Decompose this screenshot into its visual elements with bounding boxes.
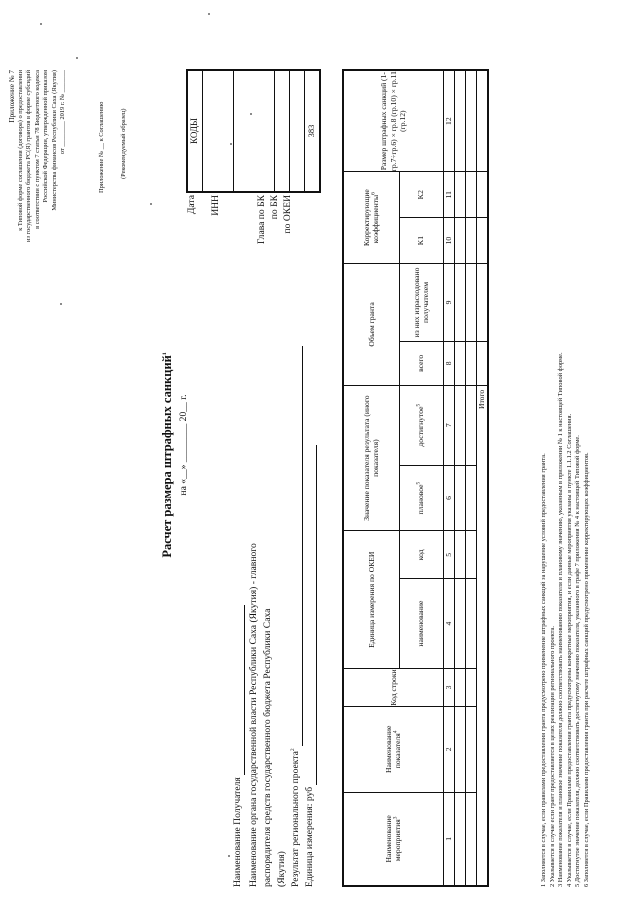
table-row — [454, 70, 465, 886]
appendix-header — [8, 70, 68, 410]
header-unit: Единица измерения по ОКЕИ — [343, 531, 399, 669]
code-cell-bk[interactable] — [290, 70, 305, 192]
header-line: в соответствии с пунктом 7 статьи 78 Бюджетного кодекса — [33, 70, 41, 229]
table-cell[interactable] — [465, 172, 476, 218]
footnote: 1 Заполняется в случае, если правилами предоставления гранта предусмотрено применение штрафных санкций за нарушение условий предоставления гранта. — [540, 453, 547, 887]
organ-field-line3: (Якутия) — [276, 851, 287, 887]
table-cell[interactable] — [454, 70, 465, 172]
header-grant-total: всего — [399, 341, 443, 385]
penalty-table — [342, 69, 489, 887]
header-indicator-mark: 4 — [392, 730, 399, 734]
table-cell[interactable] — [454, 218, 465, 264]
code-label-inn: ИНН — [210, 195, 221, 216]
result-field — [290, 346, 303, 887]
report-date: на «__» ________ 20__ г. — [178, 394, 189, 496]
table-cell[interactable] — [454, 385, 465, 465]
recommended-sample: (Рекомендуемый образец) — [120, 108, 127, 179]
title-footnote-mark: 1 — [161, 352, 168, 356]
appendix-reference: Приложение № __ к Соглашению — [98, 101, 105, 193]
code-cell-glava[interactable] — [275, 70, 290, 192]
code-cell-okei: 383 — [305, 70, 321, 192]
header-event-text: Наименование мероприятия — [383, 815, 403, 863]
codes-header: КОДЫ — [187, 70, 203, 192]
code-label-okei: по ОКЕИ — [282, 195, 293, 234]
codes-table — [186, 69, 321, 193]
column-number: 3 — [443, 669, 454, 707]
total-cell[interactable] — [476, 70, 488, 172]
table-cell[interactable] — [465, 531, 476, 579]
table-row — [465, 70, 476, 886]
header-line: Российской Федерации, утвержденной приказом — [42, 70, 49, 203]
code-label-glava: Глава по БК — [256, 195, 267, 245]
header-event-mark: 3 — [392, 816, 399, 820]
table-cell[interactable] — [454, 669, 465, 707]
table-cell[interactable] — [454, 792, 465, 886]
recipient-field — [232, 605, 245, 887]
column-number: 2 — [443, 706, 454, 792]
table-cell[interactable] — [465, 264, 476, 342]
table-cell[interactable] — [465, 385, 476, 465]
total-spacer — [476, 385, 488, 886]
column-number: 11 — [443, 172, 454, 218]
code-cell-date[interactable] — [203, 70, 234, 192]
header-indicator — [343, 706, 443, 792]
table-cell[interactable] — [454, 531, 465, 579]
footnote: 2 Указывается в случае если грант предоставляется в целях реализации регионального проекта. — [548, 626, 556, 887]
header-row-code: Код строки — [343, 669, 443, 707]
footnotes — [540, 7, 591, 887]
recipient-label: Наименование Получателя — [232, 777, 243, 887]
table-cell[interactable] — [465, 706, 476, 792]
column-number: 10 — [443, 218, 454, 264]
table-cell[interactable] — [454, 341, 465, 385]
column-number: 6 — [443, 465, 454, 531]
result-footnote-mark: 2 — [289, 748, 296, 752]
header-coef-mark: 6 — [370, 192, 377, 195]
header-coef-text: Корректирующие коэффициенты — [361, 189, 381, 247]
organ-field-line2: распорядителя средств государственного бюджета Республики Саха — [262, 608, 273, 887]
page-title — [160, 305, 175, 605]
code-labels — [186, 195, 295, 295]
code-cell-inn[interactable] — [234, 70, 275, 192]
header-line: Приложение № 7 — [8, 70, 16, 123]
header-value: Значение показателя результата (иного показателя) — [343, 385, 399, 531]
table-cell[interactable] — [465, 70, 476, 172]
header-grant: Объем гранта — [343, 264, 399, 386]
organ-field-line1: Наименование органа государственной власти Республики Саха (Якутия) - главного — [248, 543, 259, 887]
table-cell[interactable] — [454, 465, 465, 531]
table-cell[interactable] — [465, 669, 476, 707]
header-penalty: Размер штрафных санкций (1- гр.7÷гр.6) × гр.8 (гр.10) × гр.11 (гр.12) — [343, 70, 443, 172]
recipient-blank — [232, 605, 245, 775]
header-event — [343, 792, 443, 886]
header-k1: K1 — [399, 218, 443, 264]
table-cell[interactable] — [454, 579, 465, 669]
header-date-line: от ________ 2019 г. № _______ — [59, 70, 66, 155]
title-text: Расчет размера штрафных санкций — [160, 355, 174, 558]
result-label: Результат регионального проекта — [290, 751, 301, 887]
table-cell[interactable] — [454, 172, 465, 218]
code-label-date: Дата — [186, 195, 197, 215]
table-cell[interactable] — [465, 218, 476, 264]
total-cell[interactable] — [476, 264, 488, 342]
total-row — [476, 70, 488, 886]
table-cell[interactable] — [465, 579, 476, 669]
unit-label: Единица измерения: руб — [304, 786, 315, 887]
table-cell[interactable] — [465, 792, 476, 886]
column-number: 7 — [443, 385, 454, 465]
footnote: 3 Наименование показателя и плановое значение показателя должно соответствовать наименованию показателя и плановому значению, указанным в приложении № 1 к настоящей Типовой форме. — [557, 352, 564, 887]
header-k2: K2 — [399, 172, 443, 218]
column-number: 5 — [443, 531, 454, 579]
column-number: 4 — [443, 579, 454, 669]
planned-text: плановое — [416, 484, 426, 515]
header-grant-spent: из них израсходовано получателем — [399, 264, 443, 342]
total-label: Итого — [477, 389, 486, 410]
header-line: из государственного бюджета РС(Я) грантов в форме субсидий — [25, 70, 32, 242]
column-number: 9 — [443, 264, 454, 342]
header-indicator-text: Наименование показателя — [383, 725, 403, 773]
header-value-planned — [399, 465, 443, 531]
total-cell[interactable] — [476, 341, 488, 385]
result-blank — [290, 346, 303, 746]
footnote: 4 Указывается в случае, если Правилами предоставления гранта предусмотрены конкретные мероприятия, и если данные мероприятия указаны в пункте 1.1.1.2 Соглашения. — [565, 413, 573, 887]
header-value-achieved — [399, 385, 443, 465]
column-number: 1 — [443, 792, 454, 886]
table-cell[interactable] — [465, 341, 476, 385]
table-cell[interactable] — [454, 706, 465, 792]
achieved-text: достигнутое — [416, 406, 426, 447]
header-unit-name: наименование — [399, 579, 443, 669]
unit-blank — [304, 445, 317, 785]
column-number: 12 — [443, 70, 454, 172]
unit-field — [304, 445, 317, 887]
total-cell[interactable] — [476, 218, 488, 264]
column-number: 8 — [443, 341, 454, 385]
table-cell[interactable] — [465, 465, 476, 531]
header-line: к Типовой форме соглашения (договора) о предоставлении — [16, 70, 24, 231]
code-label-bk: по БК — [269, 195, 280, 220]
footnote: 6 Заполняется в случае, если Правилами предоставления гранта при расчете штрафных санкций предусмотрено применение корректирующих коэффициентов. — [582, 452, 590, 887]
header-unit-code: код — [399, 531, 443, 579]
footnote: 5 Достигнутое значение показателя, должно соответствовать достигнутому значению показателя, указанного в графе 7 приложения № 4 к настоящей Типовой форме. — [574, 435, 581, 887]
table-cell[interactable] — [454, 264, 465, 342]
total-cell[interactable] — [476, 172, 488, 218]
header-line: Министерства финансов Республики Саха (Якутия) — [50, 70, 58, 211]
achieved-mark: 5 — [415, 403, 422, 407]
header-coef — [343, 172, 399, 264]
planned-mark: 5 — [415, 481, 422, 485]
